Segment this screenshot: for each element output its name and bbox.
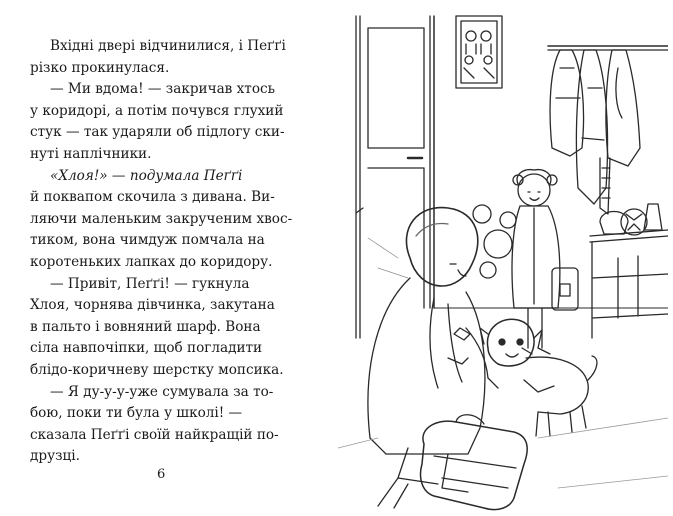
paragraph-2 xyxy=(30,79,332,165)
text-line: друзці. xyxy=(30,448,80,465)
text-line: нуті наплічники. xyxy=(30,145,152,162)
toy-snowman xyxy=(473,205,516,278)
paragraph-3 xyxy=(30,166,332,274)
coat-rack xyxy=(548,46,668,214)
text-line: у коридорі, а потім почувся глухий xyxy=(30,102,284,119)
text-line: Хлоя, чорнява дівчинка, закутана xyxy=(30,297,275,314)
text-line: — Привіт, Пеґґі! — гукнула xyxy=(50,275,250,292)
pencil-sketch-illustration xyxy=(338,8,668,513)
backpack xyxy=(378,415,527,510)
page-number: 6 xyxy=(157,467,166,482)
text-line: блідо-коричневу шерстку мопсика. xyxy=(30,361,284,378)
text-line: в пальто і вовняний шарф. Вона xyxy=(30,318,261,335)
text-line: стук — так ударяли об підлогу ски- xyxy=(30,124,285,141)
shoe-bench xyxy=(590,204,668,338)
text-line: різко прокинулася. xyxy=(30,59,170,76)
door xyxy=(356,16,434,338)
paragraph-4 xyxy=(30,274,332,382)
text-line: тиком, вона чимдуж помчала на xyxy=(30,232,265,249)
text-line: коротеньких лапках до коридору. xyxy=(30,253,273,270)
text-line: — Я ду-у-у-уже сумувала за то- xyxy=(50,383,274,400)
text-line-part: «Хлоя!» — подумала Пеґґі xyxy=(50,167,243,184)
text-line: — Ми вдома! — закричав хтось xyxy=(50,81,276,98)
kneeling-girl xyxy=(368,208,498,492)
pug-dog xyxy=(480,319,597,436)
text-line: й поквапом скочила з дивана. Ви- xyxy=(30,189,275,206)
family-photo-frame xyxy=(456,16,502,88)
text-line: сіла навпочіпки, щоб погладити xyxy=(30,340,263,357)
text-line xyxy=(30,166,332,188)
girl-standing xyxy=(512,170,578,354)
story-text xyxy=(30,36,332,468)
text-line: сказала Пеґґі своїй найкращій по- xyxy=(30,426,279,443)
text-line: бою, поки ти була у школі! — xyxy=(30,405,243,422)
paragraph-5 xyxy=(30,382,332,468)
paragraph-1 xyxy=(30,36,332,79)
text-line: ляючи маленьким закрученим хвос- xyxy=(30,210,293,227)
text-line: Вхідні двері відчинилися, і Пеґґі xyxy=(50,38,286,54)
